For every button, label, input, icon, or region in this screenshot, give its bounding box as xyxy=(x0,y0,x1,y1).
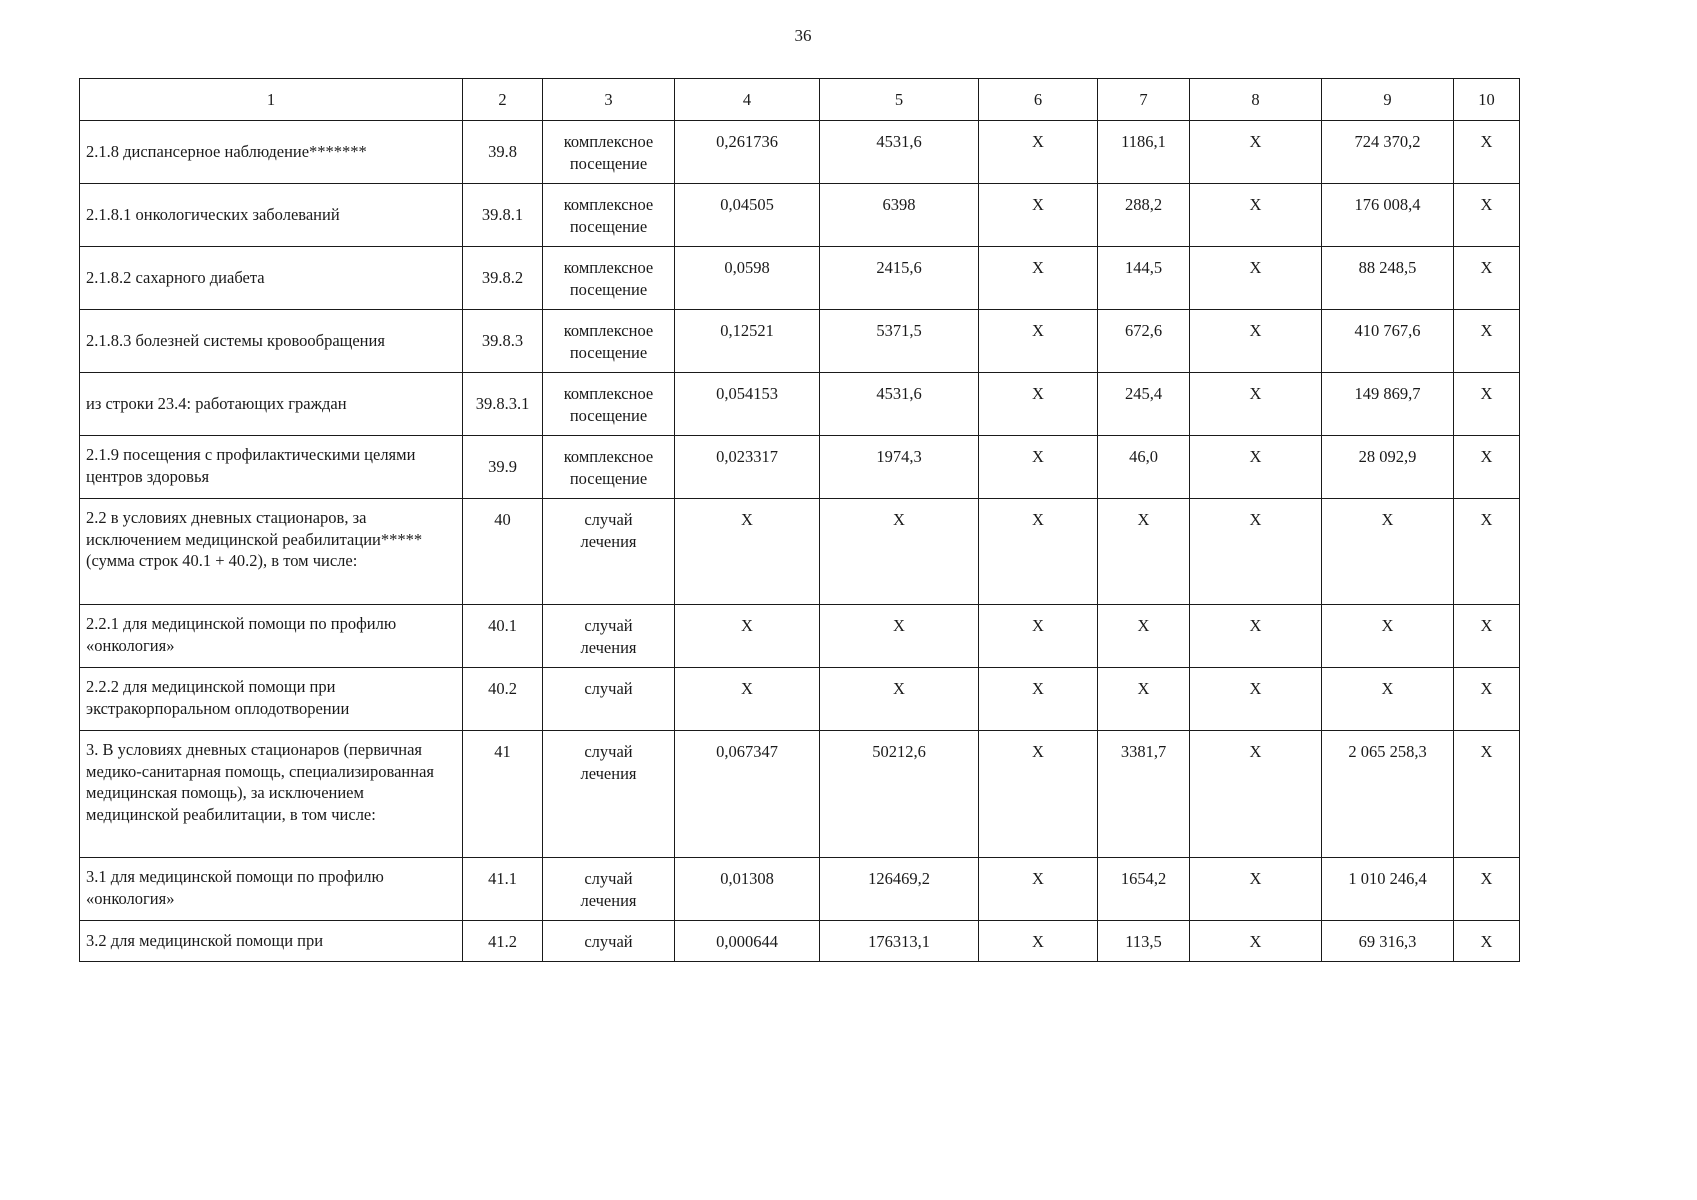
value-cell-col-7: 113,5 xyxy=(1098,921,1190,962)
table-row xyxy=(80,731,1520,858)
value-cell-col-9: 28 092,9 xyxy=(1322,436,1454,499)
unit-line: комплексное xyxy=(563,321,654,340)
value-cell-col-7: 1654,2 xyxy=(1098,858,1190,921)
value-cell-col-7: 245,4 xyxy=(1098,373,1190,436)
value-cell-col-5: 4531,6 xyxy=(820,121,979,184)
row-code-cell: 40.1 xyxy=(463,605,543,668)
value-cell-col-4: 0,12521 xyxy=(675,310,820,373)
row-unit-cell xyxy=(543,731,675,858)
value-cell-col-9: 1 010 246,4 xyxy=(1322,858,1454,921)
value-cell-col-4: X xyxy=(675,668,820,731)
column-header: 9 xyxy=(1322,79,1454,121)
row-unit-cell xyxy=(543,499,675,605)
value-cell-col-7: 672,6 xyxy=(1098,310,1190,373)
value-cell-col-6: X xyxy=(979,858,1098,921)
value-cell-col-8: X xyxy=(1190,436,1322,499)
row-code-cell: 40 xyxy=(463,499,543,605)
unit-line: комплексное xyxy=(563,132,654,151)
column-header: 1 xyxy=(80,79,463,121)
value-cell-col-10: X xyxy=(1454,858,1520,921)
value-cell-col-6: X xyxy=(979,184,1098,247)
value-cell-col-7: X xyxy=(1098,499,1190,605)
table-row xyxy=(80,605,1520,668)
value-cell-col-6: X xyxy=(979,731,1098,858)
value-cell-col-9: 176 008,4 xyxy=(1322,184,1454,247)
value-cell-col-7: 144,5 xyxy=(1098,247,1190,310)
row-name-cell: 3.2 для медицинской помощи при xyxy=(80,921,463,962)
row-code-cell: 40.2 xyxy=(463,668,543,731)
value-cell-col-8: X xyxy=(1190,184,1322,247)
row-name-cell: из строки 23.4: работающих граждан xyxy=(80,373,463,436)
table-row xyxy=(80,436,1520,499)
row-unit-cell xyxy=(543,605,675,668)
value-cell-col-7: 288,2 xyxy=(1098,184,1190,247)
unit-line: комплексное xyxy=(563,195,654,214)
table-row xyxy=(80,921,1520,962)
row-name-cell: 2.1.8.3 болезней системы кровообращения xyxy=(80,310,463,373)
row-name-cell: 2.2.1 для медицинской помощи по профилю «онкология» xyxy=(80,605,463,668)
unit-line: комплексное xyxy=(563,384,654,403)
value-cell-col-7: 1186,1 xyxy=(1098,121,1190,184)
row-name-cell: 2.1.8.1 онкологических заболеваний xyxy=(80,184,463,247)
value-cell-col-10: X xyxy=(1454,121,1520,184)
value-cell-col-6: X xyxy=(979,247,1098,310)
value-cell-col-6: X xyxy=(979,436,1098,499)
row-code-cell: 39.8.2 xyxy=(463,247,543,310)
value-cell-col-10: X xyxy=(1454,184,1520,247)
column-header: 8 xyxy=(1190,79,1322,121)
value-cell-col-5: X xyxy=(820,605,979,668)
value-cell-col-8: X xyxy=(1190,731,1322,858)
row-code-cell: 39.8.3 xyxy=(463,310,543,373)
row-code-cell: 39.8 xyxy=(463,121,543,184)
row-unit-cell xyxy=(543,310,675,373)
unit-line: посещение xyxy=(569,405,648,425)
row-name-cell: 3.1 для медицинской помощи по профилю «онкология» xyxy=(80,858,463,921)
unit-line: случай xyxy=(584,679,633,698)
row-unit-cell xyxy=(543,921,675,962)
table-row xyxy=(80,858,1520,921)
value-cell-col-6: X xyxy=(979,499,1098,605)
value-cell-col-6: X xyxy=(979,121,1098,184)
row-code-cell: 41.1 xyxy=(463,858,543,921)
value-cell-col-8: X xyxy=(1190,499,1322,605)
value-cell-col-4: 0,04505 xyxy=(675,184,820,247)
row-unit-cell xyxy=(543,121,675,184)
value-cell-col-4: 0,054153 xyxy=(675,373,820,436)
value-cell-col-6: X xyxy=(979,605,1098,668)
value-cell-col-9: X xyxy=(1322,668,1454,731)
row-code-cell: 39.9 xyxy=(463,436,543,499)
value-cell-col-8: X xyxy=(1190,373,1322,436)
value-cell-col-9: 724 370,2 xyxy=(1322,121,1454,184)
value-cell-col-8: X xyxy=(1190,247,1322,310)
value-cell-col-10: X xyxy=(1454,921,1520,962)
value-cell-col-10: X xyxy=(1454,373,1520,436)
unit-line: посещение xyxy=(569,468,648,488)
value-cell-col-7: 46,0 xyxy=(1098,436,1190,499)
row-code-cell: 39.8.3.1 xyxy=(463,373,543,436)
row-code-cell: 39.8.1 xyxy=(463,184,543,247)
value-cell-col-9: 2 065 258,3 xyxy=(1322,731,1454,858)
row-name-cell: 2.1.9 посещения с профилактическими целями центров здоровья xyxy=(80,436,463,499)
table-row xyxy=(80,247,1520,310)
unit-line: комплексное xyxy=(563,447,654,466)
row-code-cell: 41.2 xyxy=(463,921,543,962)
value-cell-col-4: 0,01308 xyxy=(675,858,820,921)
row-name-cell: 2.2.2 для медицинской помощи при экстракорпоральном оплодотворении xyxy=(80,668,463,731)
value-cell-col-8: X xyxy=(1190,668,1322,731)
row-unit-cell xyxy=(543,247,675,310)
row-name-cell: 2.2 в условиях дневных стационаров, за исключением медицинской реабилитации***** (сумма строк 40.1 + 40.2), в том числе: xyxy=(80,499,463,605)
value-cell-col-4: 0,0598 xyxy=(675,247,820,310)
value-cell-col-5: 126469,2 xyxy=(820,858,979,921)
value-cell-col-6: X xyxy=(979,373,1098,436)
row-unit-cell xyxy=(543,184,675,247)
value-cell-col-10: X xyxy=(1454,731,1520,858)
row-name-cell: 2.1.8.2 сахарного диабета xyxy=(80,247,463,310)
value-cell-col-5: 4531,6 xyxy=(820,373,979,436)
value-cell-col-4: X xyxy=(675,605,820,668)
row-unit-cell xyxy=(543,858,675,921)
value-cell-col-9: 149 869,7 xyxy=(1322,373,1454,436)
value-cell-col-7: X xyxy=(1098,668,1190,731)
unit-line: комплексное xyxy=(563,258,654,277)
column-header: 4 xyxy=(675,79,820,121)
row-name-cell: 3. В условиях дневных стационаров (первичная медико-санитарная помощь, специализированная медицинская помощь), за исключением медицинской реабилитации, в том числе: xyxy=(80,731,463,858)
value-cell-col-8: X xyxy=(1190,121,1322,184)
value-cell-col-4: 0,000644 xyxy=(675,921,820,962)
value-cell-col-8: X xyxy=(1190,858,1322,921)
value-cell-col-5: X xyxy=(820,499,979,605)
table-row xyxy=(80,184,1520,247)
unit-line: лечения xyxy=(580,763,637,783)
unit-line: случай xyxy=(584,616,633,635)
row-code-cell: 41 xyxy=(463,731,543,858)
value-cell-col-6: X xyxy=(979,310,1098,373)
value-cell-col-7: X xyxy=(1098,605,1190,668)
value-cell-col-10: X xyxy=(1454,605,1520,668)
value-cell-col-5: 5371,5 xyxy=(820,310,979,373)
header-row xyxy=(80,79,1520,121)
column-header: 10 xyxy=(1454,79,1520,121)
table-row xyxy=(80,668,1520,731)
column-header: 6 xyxy=(979,79,1098,121)
unit-line: лечения xyxy=(580,531,637,551)
data-table xyxy=(79,78,1520,962)
value-cell-col-9: 410 767,6 xyxy=(1322,310,1454,373)
value-cell-col-10: X xyxy=(1454,436,1520,499)
value-cell-col-5: 2415,6 xyxy=(820,247,979,310)
unit-line: случай xyxy=(584,510,633,529)
unit-line: посещение xyxy=(569,279,648,299)
row-unit-cell xyxy=(543,373,675,436)
column-header: 7 xyxy=(1098,79,1190,121)
table-row xyxy=(80,373,1520,436)
value-cell-col-10: X xyxy=(1454,310,1520,373)
page-number: 36 xyxy=(794,26,812,45)
unit-line: случай xyxy=(584,932,633,951)
column-header: 3 xyxy=(543,79,675,121)
value-cell-col-5: 6398 xyxy=(820,184,979,247)
value-cell-col-4: 0,023317 xyxy=(675,436,820,499)
column-header: 2 xyxy=(463,79,543,121)
unit-line: посещение xyxy=(569,342,648,362)
value-cell-col-7: 3381,7 xyxy=(1098,731,1190,858)
unit-line: лечения xyxy=(580,637,637,657)
table-row xyxy=(80,499,1520,605)
unit-line: посещение xyxy=(569,216,648,236)
unit-line: посещение xyxy=(569,153,648,173)
value-cell-col-6: X xyxy=(979,921,1098,962)
value-cell-col-6: X xyxy=(979,668,1098,731)
unit-line: случай xyxy=(584,742,633,761)
value-cell-col-5: 50212,6 xyxy=(820,731,979,858)
value-cell-col-8: X xyxy=(1190,921,1322,962)
table-row xyxy=(80,121,1520,184)
row-unit-cell xyxy=(543,668,675,731)
value-cell-col-4: X xyxy=(675,499,820,605)
value-cell-col-5: X xyxy=(820,668,979,731)
value-cell-col-4: 0,067347 xyxy=(675,731,820,858)
row-unit-cell xyxy=(543,436,675,499)
value-cell-col-8: X xyxy=(1190,605,1322,668)
value-cell-col-9: X xyxy=(1322,605,1454,668)
value-cell-col-9: 88 248,5 xyxy=(1322,247,1454,310)
column-header: 5 xyxy=(820,79,979,121)
value-cell-col-9: X xyxy=(1322,499,1454,605)
value-cell-col-10: X xyxy=(1454,247,1520,310)
value-cell-col-8: X xyxy=(1190,310,1322,373)
value-cell-col-5: 1974,3 xyxy=(820,436,979,499)
value-cell-col-10: X xyxy=(1454,499,1520,605)
value-cell-col-10: X xyxy=(1454,668,1520,731)
table-row xyxy=(80,310,1520,373)
value-cell-col-5: 176313,1 xyxy=(820,921,979,962)
row-name-cell: 2.1.8 диспансерное наблюдение******* xyxy=(80,121,463,184)
unit-line: лечения xyxy=(580,890,637,910)
value-cell-col-4: 0,261736 xyxy=(675,121,820,184)
unit-line: случай xyxy=(584,869,633,888)
value-cell-col-9: 69 316,3 xyxy=(1322,921,1454,962)
